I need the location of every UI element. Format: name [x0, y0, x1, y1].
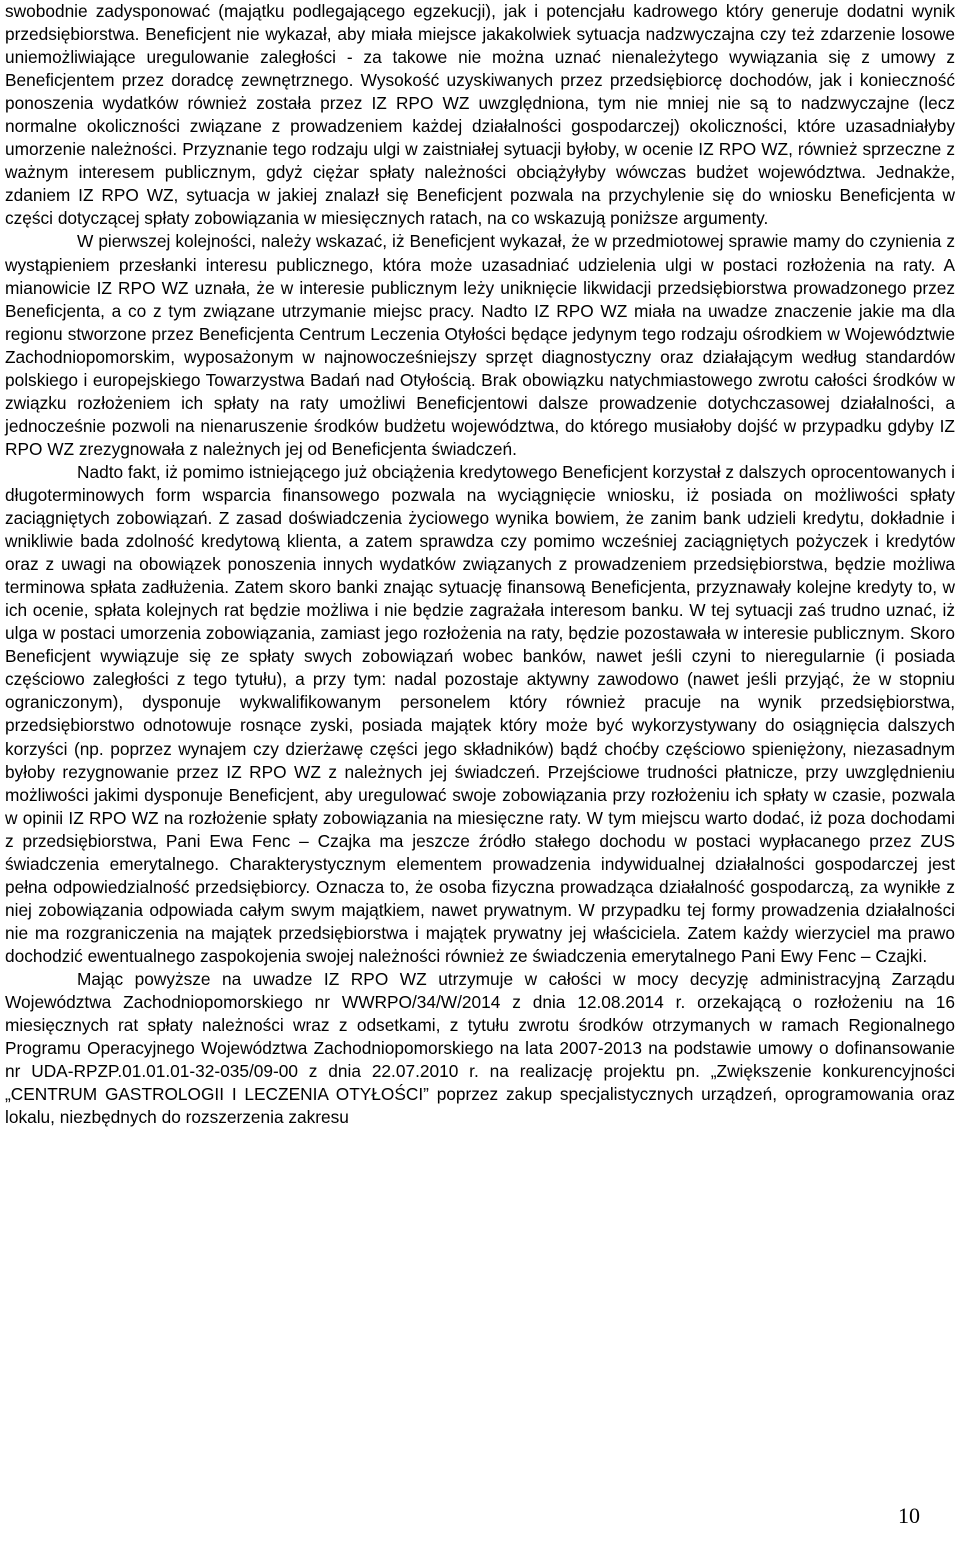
page-number: 10	[898, 1503, 920, 1528]
paragraph-1: swobodnie zadysponować (majątku podlegającego egzekucji), jak i potencjału kadrowego który generuje dodatni wynik przedsiębiorstwa. Beneficjent nie wykazał, aby miała miejsce jakakolwiek sytuacja nadzwyczajna czy też zdarzenie losowe uniemożliwiające uregulowanie zaległości - za takowe nie można uznać nienależytego wywiązania się z umowy z Beneficjentem przez doradcę zewnętrznego. Wysokość uzyskiwanych przez przedsiębiorcę dochodów, jak i konieczność ponoszenia wydatków również została przez IZ RPO WZ uwzględniona, tym nie mniej nie są to nadzwyczajne (lecz normalne okoliczności związane z prowadzeniem każdej działalności gospodarczej) okoliczności, które uzasadniałyby umorzenie należności. Przyznanie tego rodzaju ulgi w zaistniałej sytuacji byłoby, w ocenie IZ RPO WZ, również sprzeczne z ważnym interesem publicznym, gdyż ciężar spłaty należności obciążyłyby wówczas budżet województwa. Jednakże, zdaniem IZ RPO WZ, sytuacja w jakiej znalazł się Beneficjent pozwala na przychylenie się do wniosku Beneficjenta w części dotyczącej spłaty zobowiązania w miesięcznych ratach, na co wskazują poniższe argumenty.	[5, 1, 955, 229]
paragraph-2: W pierwszej kolejności, należy wskazać, iż Beneficjent wykazał, że w przedmiotowej sprawie mamy do czynienia z wystąpieniem przesłanki interesu publicznego, która może uzasadniać udzielenia ulgi w postaci rozłożenia na raty. A mianowicie IZ RPO WZ uznała, że w interesie publicznym leży uniknięcie likwidacji przedsiębiorstwa prowadzonego przez Beneficjenta, a co z tym związane utrzymanie miejsc pracy. Nadto IZ RPO WZ miała na uwadze znaczenie jakie ma dla regionu stworzone przez Beneficjenta Centrum Leczenia Otyłości będące jedynym tego rodzaju ośrodkiem w Województwie Zachodniopomorskim, wyposażonym w najnowocześniejszy sprzęt diagnostyczny oraz działającym według standardów polskiego i europejskiego Towarzystwa Badań nad Otyłością. Brak obowiązku natychmiastowego zwrotu całości środków w związku rozłożeniem ich spłaty na raty umożliwi Beneficjentowi dalsze prowadzenie dotychczasowej działalności, a jednocześnie pozwoli na nienaruszenie środków budżetu województwa, do którego musiałoby dojść w przypadku gdyby IZ RPO WZ zrezygnowała z należnych jej od Beneficjenta świadczeń.	[5, 231, 955, 459]
paragraph-4: Mając powyższe na uwadze IZ RPO WZ utrzymuje w całości w mocy decyzję administracyjną Zarządu Województwa Zachodniopomorskiego nr WWRPO/34/W/2014 z dnia 12.08.2014 r. orzekającą o rozłożeniu na 16 miesięcznych rat spłaty należności wraz z odsetkami, z tytułu zwrotu środków otrzymanych w ramach Regionalnego Programu Operacyjnego Województwa Zachodniopomorskiego na lata 2007-2013 na podstawie umowy o dofinansowanie nr UDA-RPZP.01.01.01-32-035/09-00 z dnia 22.07.2010 r. na realizację projektu pn. „Zwiększenie konkurencyjności „CENTRUM GASTROLOGII I LECZENIA OTYŁOŚCI” poprzez zakup specjalistycznych urządzeń, oprogramowania oraz lokalu, niezbędnych do rozszerzenia zakresu	[5, 968, 955, 1128]
paragraph-3: Nadto fakt, iż pomimo istniejącego już obciążenia kredytowego Beneficjent korzystał z dalszych oprocentowanych i długoterminowych form wsparcia finansowego pozwala na wyciągnięcie wniosku, iż posiada on możliwości spłaty zaciągniętych zobowiązań. Z zasad doświadczenia życiowego wynika bowiem, że zanim bank udzieli kredytu, dokładnie i wnikliwie bada zdolność kredytową klienta, a zatem sprawdza czy pomimo wcześniej zaciągniętych pożyczek i kredytów oraz z uwagi na obowiązek ponoszenia innych wydatków związanych z prowadzeniem przedsiębiorstwa, będzie możliwa terminowa spłata zadłużenia. Zatem skoro banki znając sytuację finansową Beneficjenta, przyznawały kolejne kredyty to, w ich ocenie, spłata kolejnych rat będzie możliwa i nie będzie zagrażała interesom banku. W tej sytuacji zaś trudno uznać, iż ulga w postaci umorzenia zobowiązania, zamiast jego rozłożenia na raty, będzie pozostawała w interesie publicznym. Skoro Beneficjent wywiązuje się ze spłaty swych zobowiązań wobec banków, nawet jeśli czyni to nieregularnie (i posiada częściowo zaległości z tego tytułu), a przy tym: nadal pozostaje aktywny zawodowo (nawet jeśli przyjąć, że w stopniu ograniczonym), dysponuje wykwalifikowanym personelem który również pracuje na wynik przedsiębiorstwa, przedsiębiorstwo odnotowuje rosnące zyski, posiada majątek który może być wykorzystywany do osiągnięcia dalszych korzyści (np. poprzez wynajem czy dzierżawę części jego składników) bądź choćby częściowo spieniężony, niezasadnym byłoby rezygnowanie przez IZ RPO WZ z należnych jej świadczeń. Przejściowe trudności płatnicze, przy uwzględnieniu możliwości jakimi dysponuje Beneficjent, aby uregulować swoje zobowiązania przy rozłożeniu ich spłaty w czasie, pozwala w opinii IZ RPO WZ na rozłożenie spłaty zobowiązania na miesięczne raty. W tym miejscu warto dodać, iż poza dochodami z przedsiębiorstwa, Pani Ewa Fenc – Czajka ma jeszcze źródło stałego dochodu w postaci wypłacanego przez ZUS świadczenia emerytalnego. Charakterystycznym elementem prowadzenia indywidualnej działalności gospodarczej jest pełna odpowiedzialność przedsiębiorcy. Oznacza to, że osoba fizyczna prowadząca działalność gospodarczą, za wynikłe z niej zobowiązania odpowiada całym swym majątkiem, nawet prywatnym. W przypadku tej formy prowadzenia działalności nie ma rozgraniczenia na majątek przedsiębiorstwa i majątek prywatny jej właściciela. Zatem każdy wierzyciel ma prawo dochodzić ewentualnego zaspokojenia swojej należności również ze świadczenia emerytalnego Pani Ewy Fenc – Czajki.	[5, 461, 955, 966]
document-page	[5, 0, 955, 1129]
